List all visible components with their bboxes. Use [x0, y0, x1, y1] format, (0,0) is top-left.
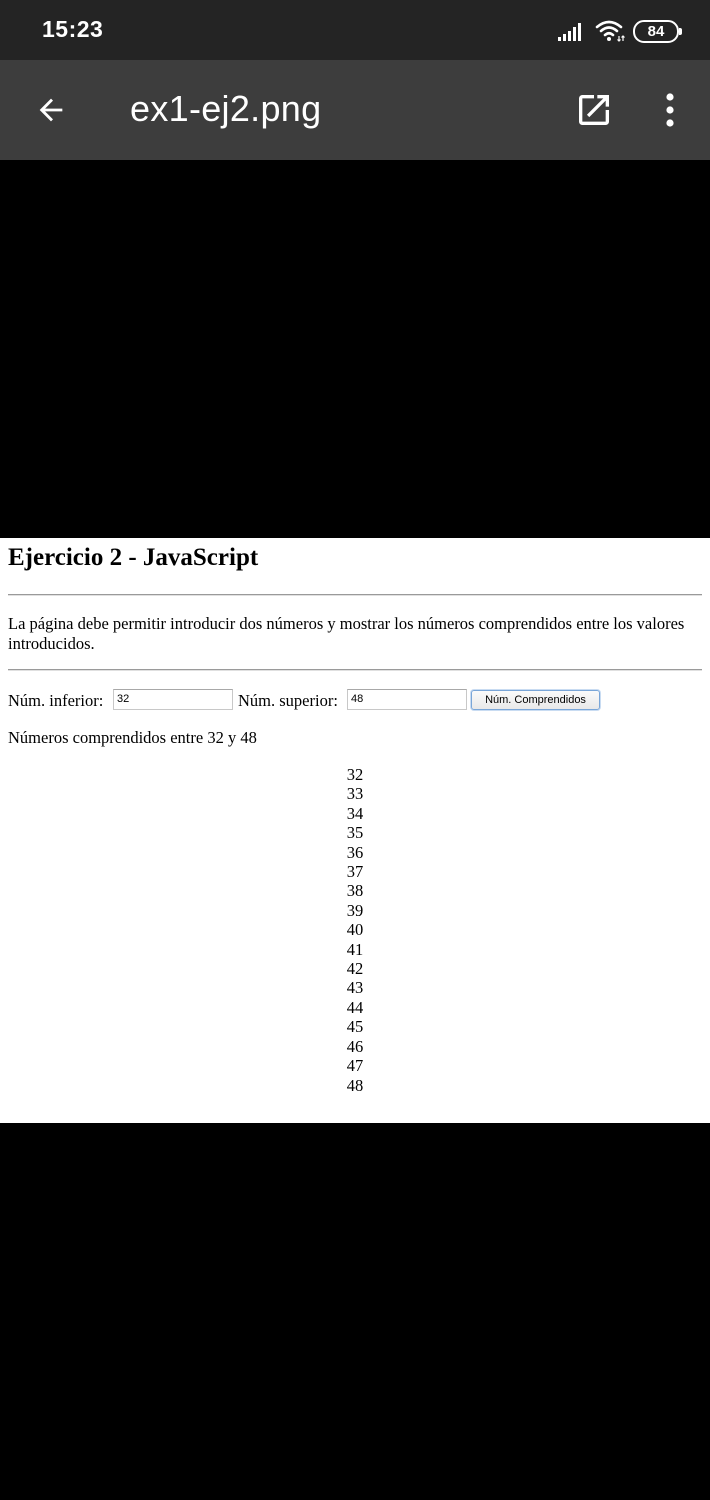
description-text: La página debe permitir introducir dos números y mostrar los números comprendidos entre los valores introducidos. — [8, 614, 685, 653]
divider — [8, 594, 702, 596]
list-item: 43 — [346, 978, 364, 998]
list-item: 44 — [346, 997, 364, 1017]
list-item: 47 — [346, 1056, 364, 1076]
wifi-icon — [595, 19, 625, 43]
divider — [8, 669, 702, 671]
list-item: 37 — [346, 862, 364, 882]
list-item: 41 — [346, 939, 364, 959]
page-heading: Ejercicio 2 - JavaScript — [8, 544, 259, 571]
superior-input[interactable]: 48 — [347, 689, 467, 710]
number-list — [300, 765, 410, 1095]
inferior-label: Núm. inferior: — [8, 691, 104, 710]
signal-icon — [557, 22, 585, 42]
toolbar-title: ex1-ej2.png — [130, 88, 322, 129]
list-item: 40 — [346, 920, 364, 940]
list-item: 33 — [346, 784, 364, 804]
arrow-left-icon — [34, 93, 68, 127]
inferior-input[interactable]: 32 — [113, 689, 233, 710]
result-title: Números comprendidos entre 32 y 48 — [8, 728, 257, 747]
superior-label: Núm. superior: — [238, 691, 338, 710]
list-item: 45 — [346, 1017, 364, 1037]
status-bar — [0, 0, 710, 60]
list-item: 36 — [346, 842, 364, 862]
battery-icon — [633, 20, 679, 43]
more-options-button[interactable] — [650, 86, 690, 134]
open-external-button[interactable] — [570, 86, 618, 134]
list-item: 34 — [346, 803, 364, 823]
list-item: 46 — [346, 1036, 364, 1056]
list-item: 42 — [346, 959, 364, 979]
list-item: 48 — [346, 1075, 364, 1095]
battery-level: 84 — [647, 23, 665, 40]
status-time: 15:23 — [42, 16, 104, 42]
more-vertical-icon — [665, 93, 675, 127]
list-item: 38 — [346, 881, 364, 901]
open-in-new-icon — [574, 90, 614, 130]
app-toolbar — [0, 60, 710, 160]
list-item: 32 — [346, 765, 364, 784]
image-viewer-content — [0, 538, 710, 1123]
back-button[interactable] — [26, 85, 76, 135]
comprendidos-button[interactable]: Núm. Comprendidos — [471, 690, 600, 710]
list-item: 39 — [346, 900, 364, 920]
list-item: 35 — [346, 823, 364, 843]
